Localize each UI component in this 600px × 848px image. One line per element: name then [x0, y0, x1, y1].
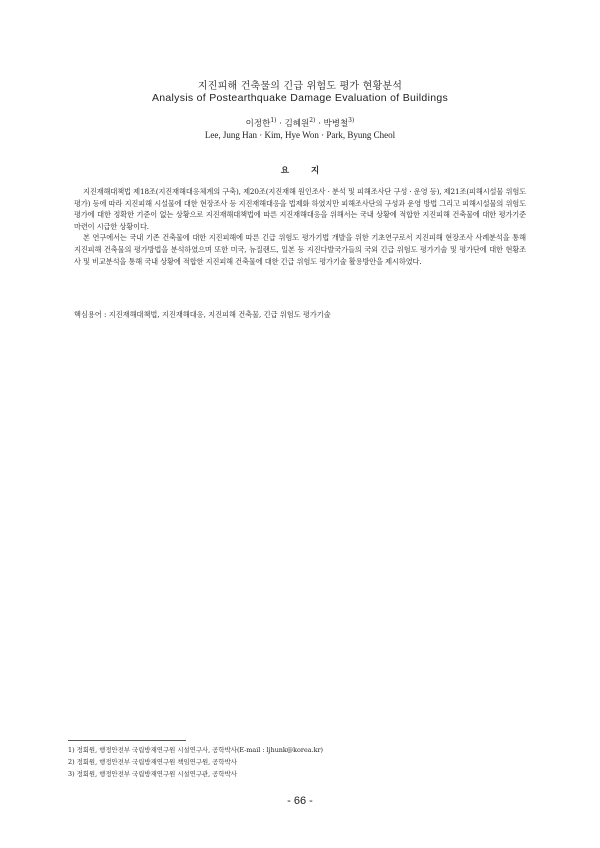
- authors-english: Lee, Jung Han · Kim, Hye Won · Park, Byung Cheol: [204, 130, 396, 140]
- footnote: 1) 정회원, 행정안전부 국립방재연구원 시설연구사, 공학박사(E-mail : ljhunk@korea.kr): [68, 746, 324, 754]
- abstract-heading: [0, 164, 600, 176]
- keywords: 핵심용어 : 지진재해대책법, 지진재해대응, 지진피해 건축물, 긴급 위험도 평가기술: [74, 310, 331, 319]
- author-separator: ·: [276, 119, 285, 129]
- page-number: - 66 -: [287, 795, 313, 807]
- author-footnote-mark: 1): [270, 117, 277, 125]
- authors-korean: [0, 117, 600, 129]
- footnote: 2) 정회원, 행정안전부 국립방재연구원 책임연구원, 공학박사: [68, 757, 237, 766]
- footnote-divider: [68, 740, 186, 741]
- abstract-heading-char: 요: [280, 166, 289, 176]
- author-footnote-mark: 2): [309, 117, 316, 125]
- title-english: Analysis of Postearthquake Damage Evaluation of Buildings: [151, 92, 449, 104]
- author-name: 이정한: [245, 119, 271, 129]
- author-name: 박병철: [323, 119, 349, 129]
- abstract-heading-char: 지: [311, 166, 320, 176]
- author-separator: ·: [315, 119, 324, 129]
- footnote: 3) 정회원, 행정안전부 국립방재연구원 시설연구관, 공학박사: [68, 769, 237, 778]
- abstract-paragraph: 지진재해대책법 제18조(지진재해대응체계의 구축), 제20조(지진재해 원인조사 · 분석 및 피해조사단 구성 · 운영 등), 제21조(피해시설물 위험도 평가) 등에 따라 지진피해 시설물에 대한 현장조사 등 지진재해대응을 법제화 하였지만 피해조사단의 구성과 운영 방법 그리고 피해시설물의 위험도 평가에 대한 정확한 기준이 없는 상황으로 지진재해대책법에 따른 지진재해대응을 위해서는 국내 상황에 적합한 지진피해 건축물에 대한 평가기준 마련이 시급한 상황이다.: [74, 187, 526, 231]
- footnotes: [68, 745, 528, 780]
- author-name: 김혜원: [284, 119, 310, 129]
- abstract-paragraph: 본 연구에서는 국내 기존 건축물에 대한 지진피해에 따른 긴급 위험도 평가기법 개발을 위한 기초연구로서 지진피해 현장조사 사례분석을 통해 지진피해 건축물의 평가방법을 분석하였으며 또한 미국, 뉴질랜드, 일본 등 지진다발국가들의 국외 긴급 위험도 평가기술 및 평가단에 대한 현황조사 및 비교분석을 통해 국내 상황에 적합한 지진피해 건축물에 대한 긴급 위험도 평가기술 활용방안을 제시하였다.: [74, 233, 526, 266]
- title-korean: 지진피해 건축물의 긴급 위험도 평가 현황분석: [197, 81, 403, 92]
- author-footnote-mark: 3): [348, 117, 355, 125]
- abstract-body: [74, 186, 526, 267]
